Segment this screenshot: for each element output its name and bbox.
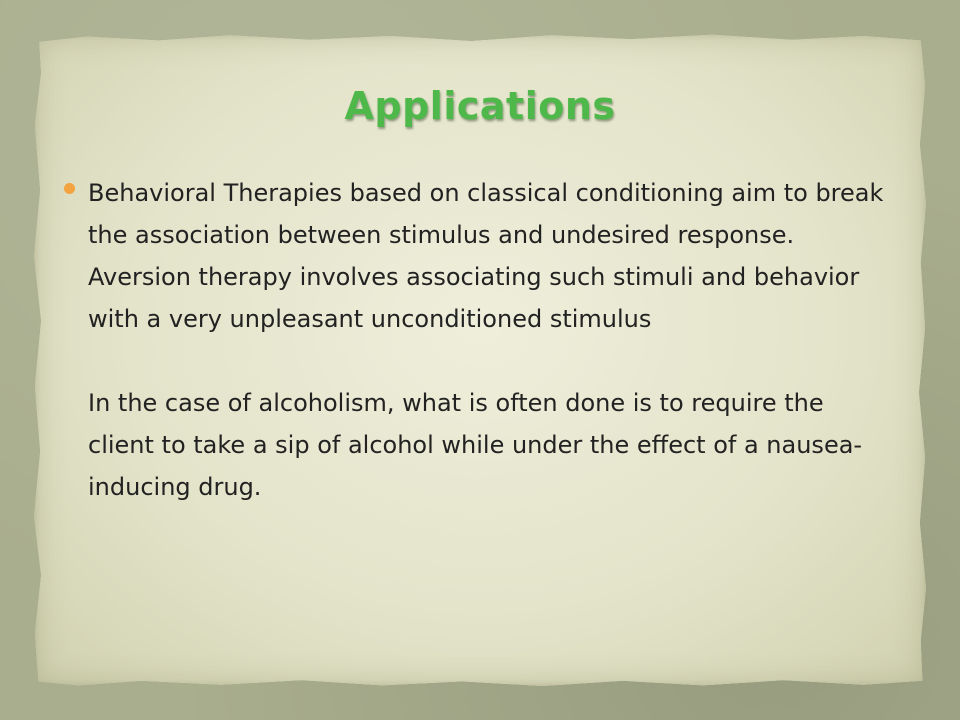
slide-title: Applications [344,84,616,128]
bullet-paragraph-1: Behavioral Therapies based on classical conditioning aim to break the association between stimulus and undesired response. Aversion therapy involves associating such stimuli and behavior with a very unpleasant unconditioned stimulus [88,179,884,333]
bullet-paragraph-2: In the case of alcoholism, what is often done is to require the client to take a sip of alcohol while under the effect of a nausea-inducing drug. [88,389,863,501]
bullet-dot-icon [64,183,75,194]
bullet-item [64,172,896,508]
slide-content [64,172,896,508]
